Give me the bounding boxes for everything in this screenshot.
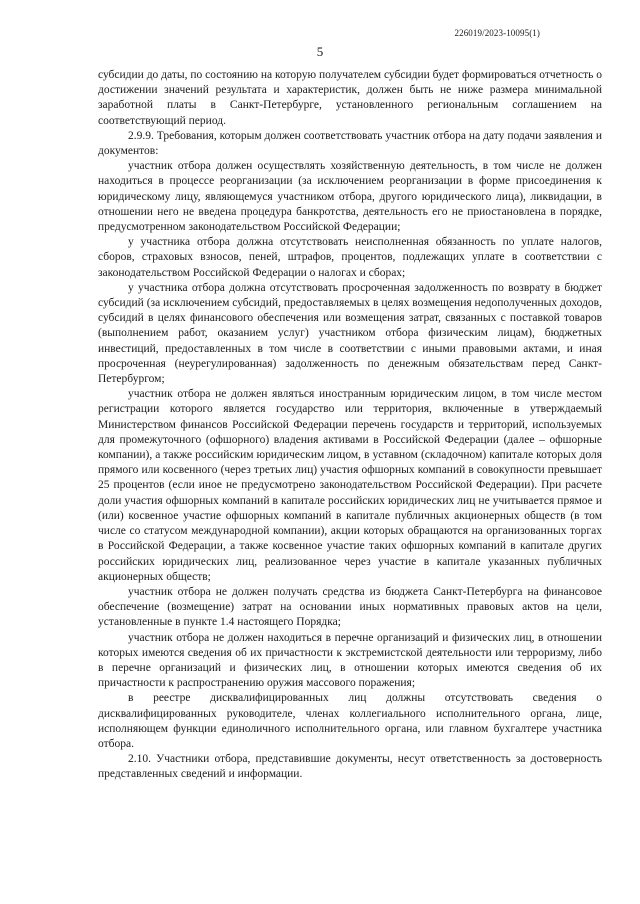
paragraph-tax-obligations: у участника отбора должна отсутствовать неисполненная обязанность по уплате налогов, сборов, страховых взносов, пеней, штрафов, процентов, подлежащих уплате в соответствии с законодательством Российской Федерации о налогах и сборах; xyxy=(98,236,602,279)
paragraph-continuation: субсидии до даты, по состоянию на которую получателем субсидии будет формироваться отчетность о достижении значений результата и характеристик, должен быть не ниже размера минимальной заработной платы в Санкт-Петербурге, установленного региональным соглашением на соответствующий период. xyxy=(98,69,603,127)
document-body xyxy=(98,68,602,783)
page-number: 5 xyxy=(316,44,324,59)
paragraph-extremism-list: участник отбора не должен находиться в перечне организаций и физических лиц, в отношении которых имеются сведения об их причастности к экстремистской деятельности или терроризму, либо в перечне организаций и физических лиц, в отношении которых имеются сведения об их причастности к распространению оружия массового поражения; xyxy=(98,631,602,690)
paragraph-economic-activity: участник отбора должен осуществлять хозяйственную деятельность, в том числе не должен находиться в процессе реорганизации (за исключением реорганизации в форме присоединения к юридическому лицу, являющемуся участником отбора, другого юридического лица), ликвидации, в отношении него не введена процедура банкротства, деятельность его не приостановлена в порядке, предусмотренном законодательством Российской Федерации; xyxy=(98,160,602,234)
paragraph-section-2-9-9: 2.9.9. Требования, которым должен соответствовать участник отбора на дату подачи заявления и документов: xyxy=(98,129,602,158)
paragraph-overdue-debt: у участника отбора должна отсутствовать просроченная задолженность по возврату в бюджет субсидий (за исключением субсидий, предоставляемых в целях возмещения недополученных доходов, субсидий в целях финансового обеспечения или возмещения затрат, связанных с поставкой товаров (выполнением работ, оказанием услуг) участником отбора физическим лицам), бюджетных инвестиций, предоставленных в том числе в соответствии с иными правовыми актами, и иная просроченная (неурегулированная) задолженность по денежным обязательствам перед Санкт-Петербургом; xyxy=(98,281,602,386)
paragraph-disqualified-registry: в реестре дисквалифицированных лиц должны отсутствовать сведения о дисквалифицированных руководителе, членах коллегиального исполнительного органа, лице, исполняющем функции единоличного исполнительного органа, или главном бухгалтере участника отбора. xyxy=(98,692,602,750)
paragraph-offshore: участник отбора не должен являться иностранным юридическим лицом, в том числе местом регистрации которого является государство или территория, включенные в утверждаемый Министерством финансов Российской Федерации перечень государств и территорий, используемых для промежуточного (офшорного) владения активами в Российской Федерации (далее – офшорные компании), а также российским юридическим лицом, в уставном (складочном) капитале которых доля прямого или косвенного (через третьих лиц) участия офшорных компаний в совокупности превышает 25 процентов (если иное не предусмотрено законодательством Российской Федерации). При расчете доли участия офшорных компаний в капитале российских юридических лиц не учитывается прямое и (или) косвенное участие офшорных компаний в капитале публичных акционерных обществ (в том числе со статусом международной компании), акции которых обращаются на организованных торгах в Российской Федерации, а также косвенное участие таких офшорных компаний в капитале других российских юридических лиц, реализованное через участие в капитале указанных публичных акционерных обществ; xyxy=(98,388,602,583)
document-id: 226019/2023-10095(1) xyxy=(454,28,540,38)
paragraph-section-2-10: 2.10. Участники отбора, представившие документы, несут ответственность за достоверность представленных сведений и информации. xyxy=(98,753,602,781)
paragraph-budget-funds: участник отбора не должен получать средства из бюджета Санкт-Петербурга на финансовое обеспечение (возмещение) затрат на основании иных нормативных правовых актов на цели, установленные в пункте 1.4 настоящего Порядка; xyxy=(98,585,602,629)
